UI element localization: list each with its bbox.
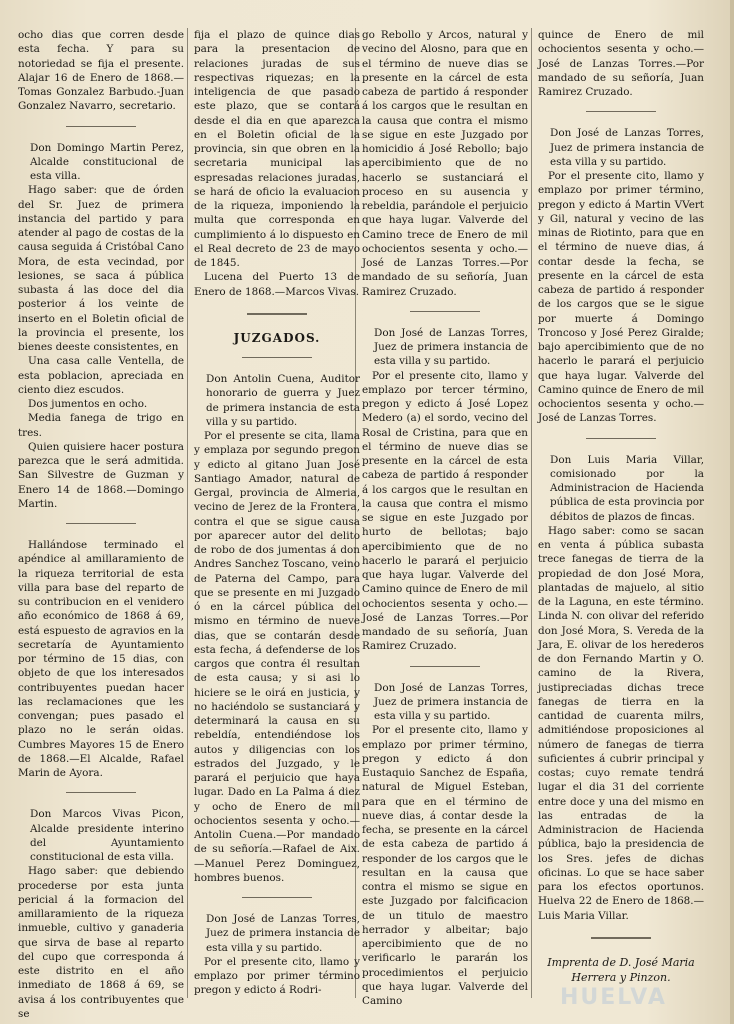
edict-heading: Don Domingo Martin Perez, Alcalde constitucional de esta villa. — [30, 141, 184, 182]
edict-heading: Don José de Lanzas Torres, Juez de primera instancia de esta villa y su partido. — [374, 681, 528, 722]
paragraph: Por el presente cito, llamo y emplazo por primer término, pregon y edicto á Martin VVert y Gil, natural y vecino de las minas de Riotinto, para que en el término de nueve dias, á contar desde la fecha, se presente en la cárcel de esta cabeza de partido á responder de los cargos que se le sigue por muerte á Domingo Troncoso y José Perez Giralde; bajo apercibimiento que de no hacerlo le parará el perjuicio que haya lugar. Valverde del Camino quince de Enero de mil ochocientos sesenta y ocho.—José de Lanzas Torres. — [538, 170, 704, 425]
paragraph: Hallándose terminado el apéndice al amillaramiento de la riqueza territorial de esta villa para base del reparto de su contribucion en el venidero año económico de 1868 á 69, está espuesto de agravios en la secretaría de Ayuntamiento por término de 15 dias, con objeto de que los interesados contribuyentes puedan hacer las reclamaciones que les convengan; pues pasado el plazo no le serán oidas. Cumbres Mayores 15 de Enero de 1868.—El Alcalde, Rafael Marin de Ayora. — [18, 539, 184, 779]
paragraph: Hago saber: como se sacan en venta á pública subasta trece fanegas de tierra de la propiedad de don José Mora, plantadas de majuelo, al sitio de la Laguna, en este término. Linda N. con olivar del referido don José Mora, S. Vereda de la Jara, E. olivar de los herederos de don Fernando Martin y O. camino de la Rivera, justipreciadas dichas trece fanegas de tierra en la cantidad de cuarenta milrs, admitiéndose proposiciones al número de fanegas de tierra suficientes á cubrir principal y costas; cuyo remate tendrá lugar el dia 31 del corriente entre doce y una del mismo en las entradas de la Administracion de Hacienda pública, bajo la presidencia de los Sres. jefes de dichas oficinas. Lo que se hace saber para los efectos oportunos. Huelva 22 de Enero de 1868.—Luis Maria Villar. — [538, 524, 704, 922]
paragraph: Por el presente cito, llamo y emplazo por primer término pregon y edicto á Rodri- — [194, 955, 360, 997]
paragraph: Hago saber: que debiendo procederse por esta junta pericial á la formacion del amillaramiento de la riqueza inmueble, cultivo y ganaderia que sirva de base al reparto del cupo que corresponda á este distrito en el año inmediato de 1868 á 69, se avisa á los contribuyentes que se — [18, 865, 184, 1020]
paragraph: Una casa calle Ventella, de esta poblacion, apreciada en ciento diez escudos. — [18, 355, 184, 396]
separator — [66, 792, 136, 793]
column-4 — [538, 28, 704, 1003]
paragraph: Lucena del Puerto 13 de Enero de 1868.—Marcos Vivas. — [194, 271, 360, 298]
separator — [66, 523, 136, 524]
paragraph: go Rebollo y Arcos, natural y vecino del Alosno, para que en el término de nueve dias se presente en la cárcel de esta cabeza de partido á responder á los cargos que le resultan en la causa que contra el mismo se sigue en este Juzgado por homicidio á José Rebollo; bajo apercibimiento que de no hacerlo se sustanciará el proceso en su ausencia y rebeldia, parándole el perjuicio que haya lugar. Valverde del Camino trece de Enero de mil ochocientos sesenta y ocho.—José de Lanzas Torres.—Por mandado de su señoría, Juan Ramirez Cruzado. — [362, 29, 528, 298]
paragraph: ocho dias que corren desde esta fecha. Y para su notoriedad se fija el presente. Alajar 16 de Enero de 1868.—Tomas Gonzalez Barbudo.-Juan Gonzalez Navarro, secretario. — [18, 29, 184, 113]
printer-imprint: Imprenta de D. José Maria Herrera y Pinzon. — [547, 955, 695, 984]
column-1 — [18, 28, 184, 1020]
paragraph: Media fanega de trigo en tres. — [18, 412, 184, 439]
edict-heading: Don Marcos Vivas Picon, Alcalde presidente interino del Ayuntamiento constitucional de esta villa. — [30, 808, 184, 863]
paragraph: Hago saber: que de órden del Sr. Juez de primera instancia del partido y para atender al pago de costas de la causa seguida á Cristóbal Cano Mora, de esta vecindad, por lesiones, se saca á pública subasta á las doce del dia posterior á los veinte de inserto en el Boletin oficial de la provincia el presente, los bienes deeste consistentes, en — [18, 184, 184, 353]
edict-heading: Don José de Lanzas Torres, Juez de primera instancia de esta villa y su partido. — [374, 326, 528, 368]
separator — [66, 126, 136, 127]
paragraph: Quien quisiere hacer postura parezca que le será admitida. San Silvestre de Guzman y Enero 14 de 1868.—Domingo Martin. — [18, 440, 184, 510]
separator — [410, 666, 480, 667]
separator — [242, 357, 312, 358]
paragraph: Dos jumentos en ocho. — [28, 398, 148, 410]
separator — [586, 438, 656, 439]
separator — [247, 313, 307, 315]
edict-heading: Don José de Lanzas Torres, Juez de primera instancia de esta villa y su partido. — [206, 913, 360, 954]
separator — [410, 311, 480, 312]
separator — [242, 897, 312, 898]
edict-heading: Don Antolin Cuena, Auditor honorario de guerra y Juez de primera instancia de esta villa y su partido. — [206, 373, 360, 428]
column-3 — [362, 28, 528, 1007]
column-rule — [531, 28, 532, 998]
watermark-logo: HUELVA — [560, 985, 667, 1010]
page-edge — [730, 0, 734, 1024]
edict-heading: Don José de Lanzas Torres, Juez de primera instancia de esta villa y su partido. — [550, 127, 704, 168]
separator — [591, 937, 651, 939]
separator — [586, 111, 656, 112]
paragraph: Por el presente cito, llamo y emplazo por tercer término, pregon y edicto á José Lopez Medero (a) el sordo, vecino del Rosal de Cristina, para que en el término de nueve dias se presente en la cárcel de esta cabeza de partido á responder á los cargos que le resultan en la causa que contra el mismo se sigue en este Juzgado por hurto de bellotas; bajo apercibimiento que de no hacerlo le parará el perjuicio que haya lugar. Valverde del Camino quince de Enero de mil ochocientos sesenta y ocho.—José de Lanzas Torres.—Por mandado de su señoría, Juan Ramirez Cruzado. — [362, 369, 528, 653]
edict-heading: Don Luis Maria Villar, comisionado por la Administracion de Hacienda pública de esta provincia por débitos de plazos de fincas. — [550, 453, 704, 523]
column-rule — [187, 28, 188, 998]
paragraph: Por el presente cito, llamo y emplazo por primer término, pregon y edicto á don Eustaquio Sanchez de España, natural de Miguel Esteban, para que en el término de nueve dias, á contar desde la fecha, se presente en la cárcel de esta cabeza de partido á responder de los cargos que le resultan en la causa que contra el mismo se sigue en este Juzgado por falcificacion de un titulo de maestro herrador y albeitar; bajo apercibimiento que de no verificarlo le pararán los procedimientos el perjuicio que haya lugar. Valverde del Camino — [362, 724, 528, 1007]
paragraph: Por el presente se cita, llama y emplaza por segundo pregon y edicto al gitano Juan José Santiago Amador, natural de Gergal, provincia de Almeria, vecino de Jerez de la Frontera, contra el que se sigue causa por aparecer autor del delito de robo de dos jumentas á don Andres Sanchez Toscano, veino de Paterna del Campo, para que se presente en mi Juzgado ó en la cárcel pública del mismo en término de nueve dias, que se contarán desde esta fecha, á defenderse de los cargos que contra él resultan de esta causa; y si asi lo hiciere se le oirá en justicia, y no haciéndolo se sustanciará y determinará la causa en su rebeldía, entendiéndose los autos y diligencias con los estrados del Juzgado, y le parará el perjuicio que haya lugar. Dado en La Palma á diez y ocho de Enero de mil ochocientos sesenta y ocho.—Antolin Cuena.—Por mandado de su señoría.—Rafael de Aix.—Manuel Perez Dominguez, hombres buenos. — [194, 430, 360, 884]
section-heading: JUZGADOS. — [233, 330, 321, 345]
paragraph: quince de Enero de mil ochocientos sesenta y ocho.—José de Lanzas Torres.—Por mandado de su señoría, Juan Ramirez Cruzado. — [538, 29, 704, 98]
paragraph: fija el plazo de quince dias para la presentacion de relaciones juradas de sus respectivas riquezas; en la inteligencia de que pasado este plazo, que se contará desde el dia en que aparezca en el Boletin oficial de la provincia, sin que obren en la secretaria municipal las espresadas relaciones juradas, se hará de oficio la evaluacion de la riqueza, imponiendo la multa que corresponda en cumplimiento á lo dispuesto en el Real decreto de 23 de mayo de 1845. — [194, 29, 360, 269]
column-2 — [194, 28, 360, 1003]
